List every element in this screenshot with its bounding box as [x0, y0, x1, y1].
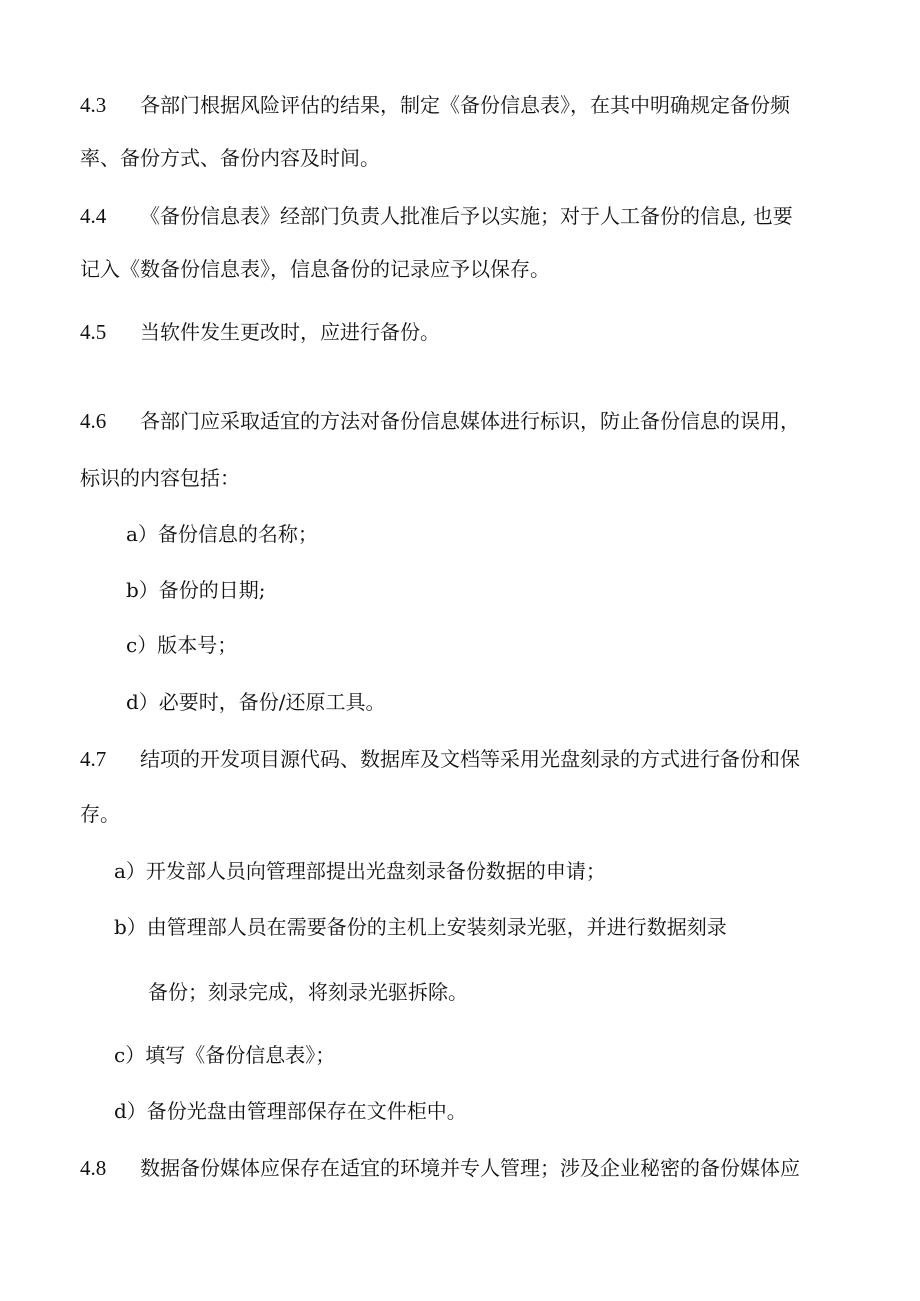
section-text: 数据备份媒体应保存在适宜的环境并专人管理；涉及企业秘密的备份媒体应 [140, 1156, 800, 1180]
section-number: 4.4 [80, 204, 107, 228]
list-item-text: a）开发部人员向管理部提出光盘刻录备份数据的申请； [114, 859, 606, 883]
section-number: 4.3 [80, 93, 107, 117]
list-item-text: a）备份信息的名称； [126, 522, 318, 546]
section-text: 《备份信息表》经部门负责人批准后予以实施；对于人工备份的信息, 也要 [140, 204, 793, 228]
section-text: 结项的开发项目源代码、数据库及文档等采用光盘刻录的方式进行备份和保 [140, 747, 800, 771]
list-item-text: d）必要时，备份/还原工具。 [126, 690, 386, 714]
section-number: 4.8 [80, 1156, 107, 1180]
section-text: 各部门应采取适宜的方法对备份信息媒体进行标识，防止备份信息的误用， [140, 409, 800, 433]
section-text: 存。 [80, 802, 120, 826]
list-item-text: b）由管理部人员在需要备份的主机上安装刻录光驱，并进行数据刻录 [114, 915, 727, 939]
section-number: 4.6 [80, 409, 107, 433]
list-item-text: b）备份的日期; [126, 578, 266, 602]
section-number: 4.7 [80, 747, 107, 771]
section-number: 4.5 [80, 320, 107, 344]
list-item-text: c）版本号； [126, 633, 238, 657]
list-item-text: d）备份光盘由管理部保存在文件柜中。 [114, 1099, 467, 1123]
list-item-text: c）填写《备份信息表》； [114, 1043, 336, 1067]
section-text: 标识的内容包括： [80, 466, 240, 490]
list-item-text: 备份；刻录完成，将刻录光驱拆除。 [148, 980, 468, 1004]
section-text: 当软件发生更改时，应进行备份。 [140, 320, 440, 344]
section-text: 率、备份方式、备份内容及时间。 [80, 146, 380, 170]
section-text: 记入《数备份信息表》，信息备份的记录应予以保存。 [80, 257, 550, 281]
section-text: 各部门根据风险评估的结果，制定《备份信息表》，在其中明确规定备份频 [140, 93, 790, 117]
